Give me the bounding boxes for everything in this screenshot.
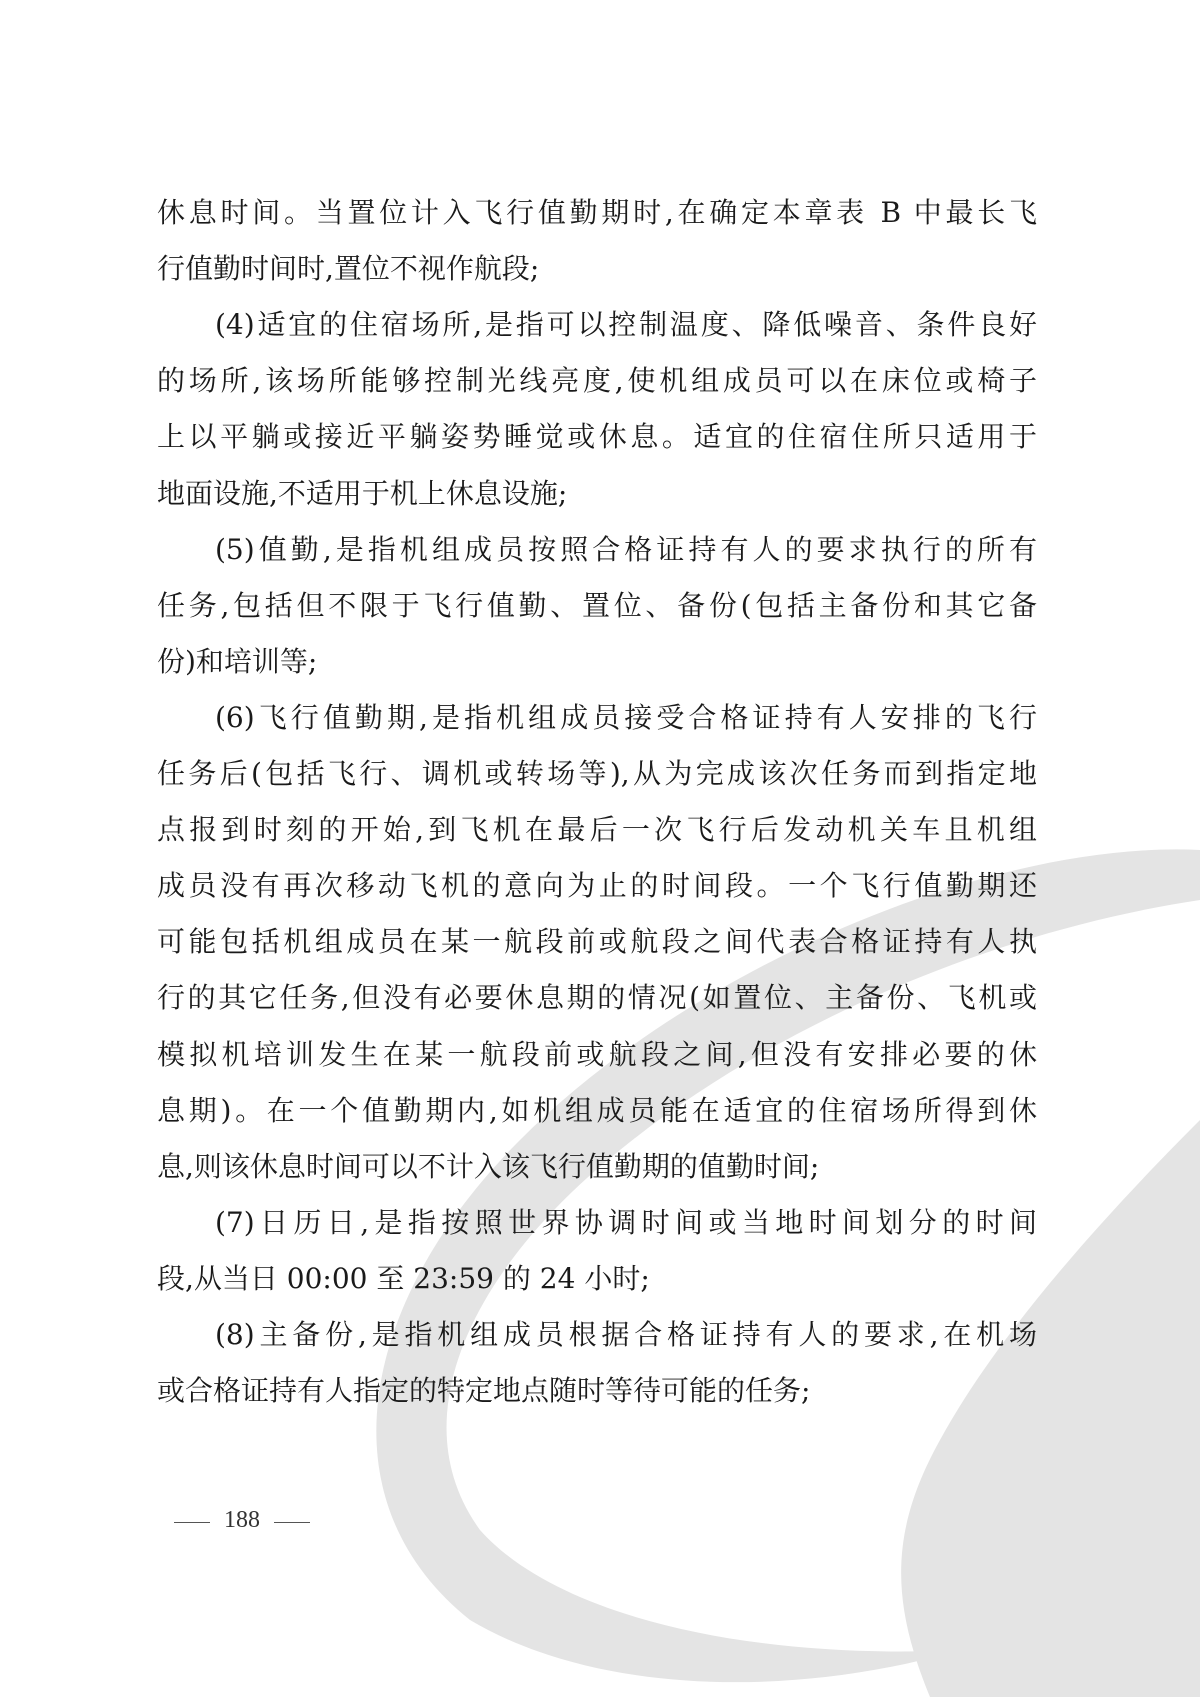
text-line: 任务,包括但不限于飞行值勤、置位、备份(包括主备份和其它备: [157, 589, 1037, 622]
text-line: 行值勤时间时,置位不视作航段;: [157, 252, 540, 285]
text-line: 点报到时刻的开始,到飞机在最后一次飞行后发动机关车且机组: [157, 813, 1037, 846]
text-line: 的场所,该场所能够控制光线亮度,使机组成员可以在床位或椅子: [157, 364, 1037, 397]
text-line: 成员没有再次移动飞机的意向为止的时间段。一个飞行值勤期还: [157, 869, 1037, 902]
text-line: 行的其它任务,但没有必要休息期的情况(如置位、主备份、飞机或: [157, 981, 1037, 1014]
text-line: (6)飞行值勤期,是指机组成员接受合格证持有人安排的飞行: [215, 701, 1037, 734]
footer-dash-left: [174, 1522, 210, 1523]
text-line: (7)日历日,是指按照世界协调时间或当地时间划分的时间: [215, 1206, 1037, 1239]
text-line: 或合格证持有人指定的特定地点随时等待可能的任务;: [157, 1374, 811, 1407]
page-footer: [174, 1504, 334, 1536]
text-line: (4)适宜的住宿场所,是指可以控制温度、降低噪音、条件良好: [215, 308, 1037, 341]
text-line: (5)值勤,是指机组成员按照合格证持有人的要求执行的所有: [215, 533, 1037, 566]
text-line: 任务后(包括飞行、调机或转场等),从为完成该次任务而到指定地: [157, 757, 1037, 790]
page-number: 188: [224, 1507, 260, 1533]
text-line: 上以平躺或接近平躺姿势睡觉或休息。适宜的住宿住所只适用于: [157, 420, 1037, 453]
footer-dash-right: [274, 1522, 310, 1523]
text-line: 模拟机培训发生在某一航段前或航段之间,但没有安排必要的休: [157, 1038, 1037, 1071]
text-line: 段,从当日 00:00 至 23:59 的 24 小时;: [157, 1262, 650, 1295]
text-line: 息期)。在一个值勤期内,如机组成员能在适宜的住宿场所得到休: [157, 1094, 1037, 1127]
text-line: 休息时间。当置位计入飞行值勤期时,在确定本章表 B 中最长飞: [157, 196, 1037, 229]
text-line: 可能包括机组成员在某一航段前或航段之间代表合格证持有人执: [157, 925, 1037, 958]
text-line: (8)主备份,是指机组成员根据合格证持有人的要求,在机场: [215, 1318, 1037, 1351]
text-line: 地面设施,不适用于机上休息设施;: [157, 477, 568, 510]
text-line: 息,则该休息时间可以不计入该飞行值勤期的值勤时间;: [157, 1150, 820, 1183]
text-line: 份)和培训等;: [157, 645, 318, 678]
